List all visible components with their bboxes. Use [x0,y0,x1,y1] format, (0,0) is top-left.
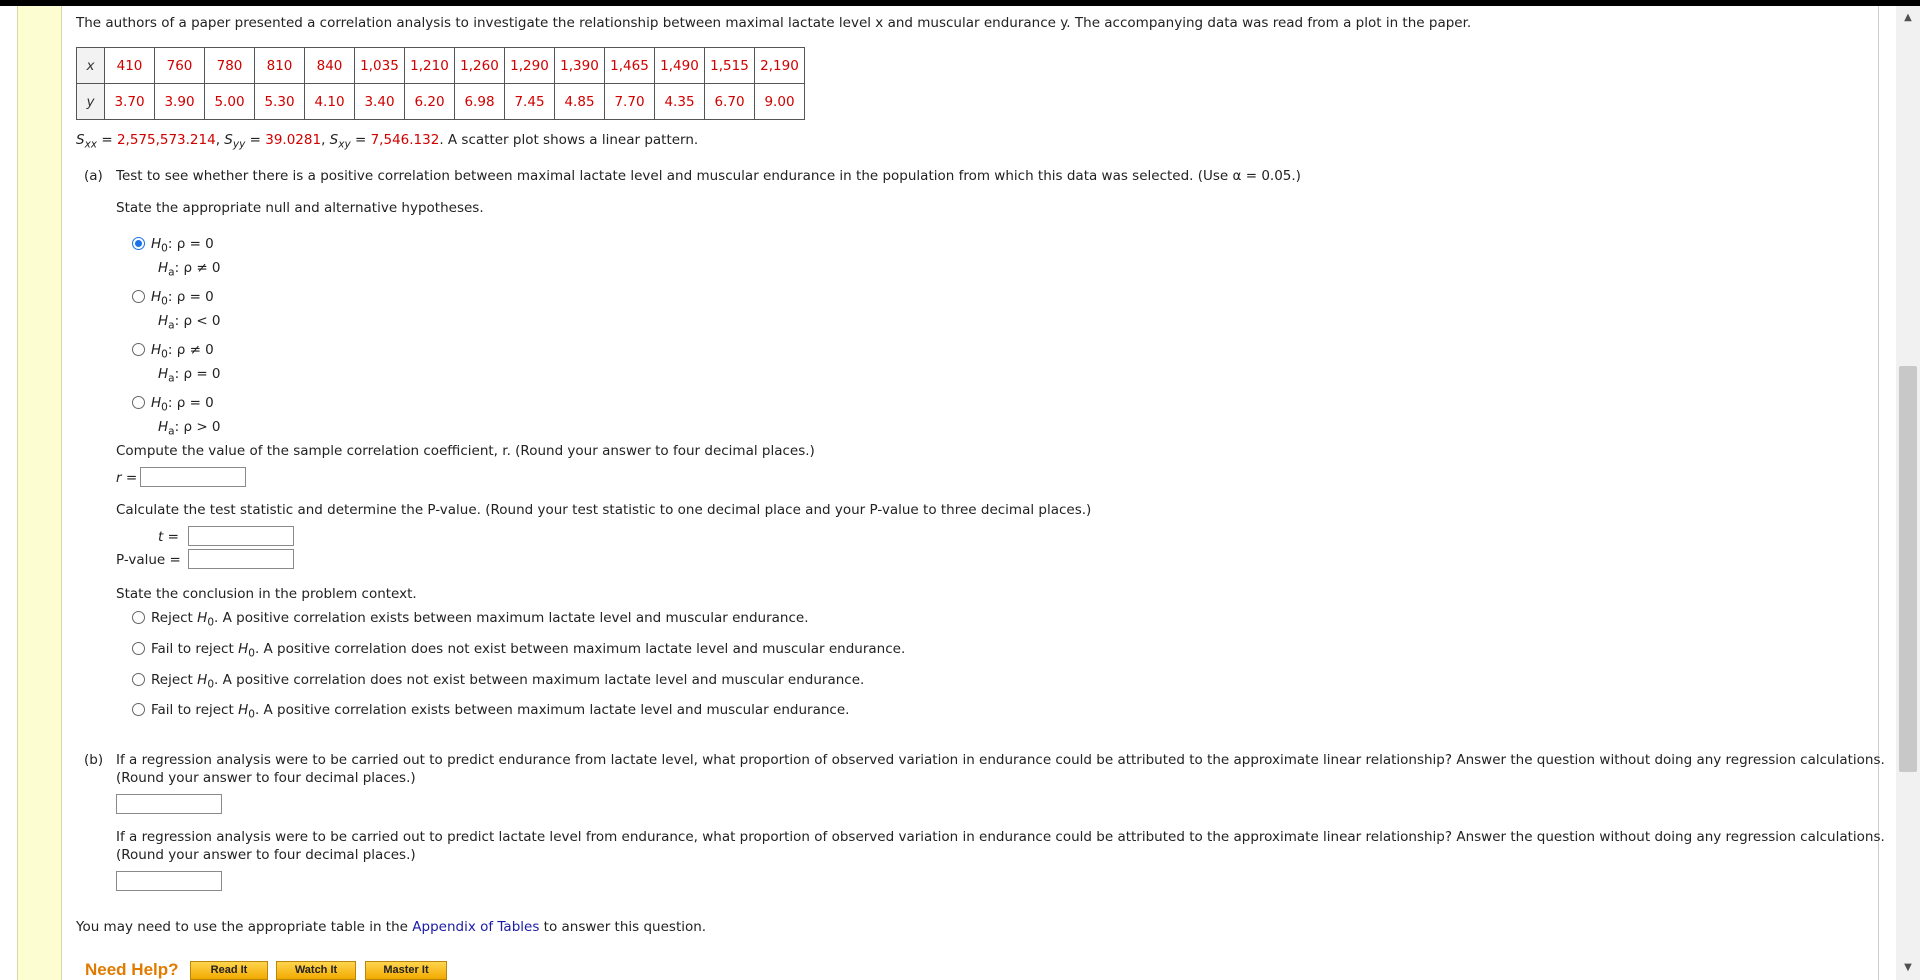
radio-button[interactable] [132,673,145,686]
need-help-label: Need Help? [85,960,179,979]
p-value-input[interactable] [188,549,294,569]
hypothesis-alt-line: $H_a$: ρ = 0 [158,365,221,385]
alternative-hypothesis: ρ > 0 [183,418,221,435]
null-hypothesis: ρ = 0 [176,289,214,305]
table-cell-x: 1,465 [605,48,655,84]
table-cell-x: 2,190 [755,48,805,84]
null-hypothesis: ρ ≠ 0 [176,342,214,358]
appendix-note-post: to answer this question. [543,919,707,935]
table-cell-y: 6.70 [705,84,755,120]
table-cell-x: 1,210 [405,48,455,84]
appendix-link[interactable]: Appendix of Tables [412,919,540,935]
table-cell-y: 4.10 [305,84,355,120]
sxx-value: 2,575,573.214 [116,132,216,148]
conclusion-option[interactable]: Reject $H_0$. A positive correlation does not exist between maximum lactate level and muscular endurance. [132,672,864,691]
left-margin [0,6,17,980]
conclusion-lead: Reject [151,672,193,688]
part-a-question: Test to see whether there is a positive correlation between maximal lactate level and muscular endurance in the population from which this data was selected. (Use α = 0.05.) [116,168,1301,184]
table-cell-x: 1,290 [505,48,555,84]
conclusion-text: . A positive correlation does not exist between maximum lactate level and muscular endurance. [254,641,906,657]
table-cell-y: 6.20 [405,84,455,120]
hypothesis-null-line: $H_0$: ρ = 0 [132,236,221,255]
sxy-value: 7,546.132 [370,132,440,148]
master-it-button[interactable]: Master It [365,961,447,980]
radio-button[interactable] [132,343,145,356]
data-table [76,47,805,120]
part-b-q1-line1: If a regression analysis were to be carried out to predict endurance from lactate level, what proportion of observed variation in endurance could be attributed to the approximate linear relationship? Answer the question without doing any regression calculations. [116,752,1885,768]
table-cell-y: 5.30 [255,84,305,120]
summary-statistics: $S_{xx} = 2,575,573.214$, $S_{yy} = 39.0281$, $S_{xy} = 7,546.132$. A scatter plot shows a linear pattern. [76,132,699,151]
appendix-note [76,919,706,935]
scatter-note: A scatter plot shows a linear pattern. [447,132,699,148]
conclusion-text: . A positive correlation exists between maximum lactate level and muscular endurance. [254,702,850,718]
conclusion-text: . A positive correlation does not exist between maximum lactate level and muscular endurance. [214,672,865,688]
alternative-hypothesis: ρ ≠ 0 [183,259,221,276]
appendix-note-pre: You may need to use the appropriate table in the [76,919,408,935]
hypotheses-prompt: State the appropriate null and alternative hypotheses. [116,200,484,216]
part-b-q2-line2: (Round your answer to four decimal places.) [116,847,416,863]
part-b-label: (b) [84,752,104,768]
table-row-y [77,84,805,120]
x-header: x [77,48,105,84]
scroll-thumb[interactable] [1899,366,1917,772]
hypothesis-alt-line: $H_a$: ρ ≠ 0 [158,259,221,279]
table-cell-y: 7.70 [605,84,655,120]
table-cell-y: 3.40 [355,84,405,120]
hypothesis-option[interactable] [132,289,221,331]
table-cell-x: 1,490 [655,48,705,84]
table-cell-x: 810 [255,48,305,84]
table-cell-x: 760 [155,48,205,84]
table-cell-y: 5.00 [205,84,255,120]
radio-button[interactable] [132,237,145,250]
y-header: y [77,84,105,120]
conclusion-text: . A positive correlation exists between maximum lactate level and muscular endurance. [214,610,809,626]
table-cell-y: 7.45 [505,84,555,120]
radio-button[interactable] [132,642,145,655]
table-cell-x: 1,515 [705,48,755,84]
conclusion-option[interactable]: Fail to reject $H_0$. A positive correlation does not exist between maximum lactate level and muscular endurance. [132,641,905,660]
conclusion-lead: Fail to reject [151,702,234,718]
part-b-q2-line1: If a regression analysis were to be carried out to predict lactate level from endurance, what proportion of observed variation in endurance could be attributed to the approximate linear relationship? Answer the question without doing any regression calculations. [116,829,1885,845]
top-border [0,0,1920,6]
hypothesis-option[interactable] [132,342,221,384]
conclusion-option[interactable]: Fail to reject $H_0$. A positive correlation exists between maximum lactate level and muscular endurance. [132,702,849,721]
table-cell-x: 1,390 [555,48,605,84]
table-cell-x: 410 [105,48,155,84]
hypothesis-alt-line: $H_a$: ρ > 0 [158,418,221,438]
hypothesis-null-line: $H_0$: ρ = 0 [132,289,221,308]
conclusion-option[interactable]: Reject $H_0$. A positive correlation exists between maximum lactate level and muscular endurance. [132,610,809,629]
hypothesis-option[interactable] [132,395,221,437]
scroll-up-arrow-icon[interactable]: ▲ [1904,12,1912,23]
hypothesis-option[interactable] [132,236,221,278]
alternative-hypothesis: ρ = 0 [183,365,221,382]
radio-button[interactable] [132,290,145,303]
r-prompt [116,443,815,459]
syy-value: 39.0281 [265,132,322,148]
conclusion-lead: Reject [151,610,193,626]
table-row-x [77,48,805,84]
table-cell-y: 6.98 [455,84,505,120]
part-b-answer1-input[interactable] [116,794,222,814]
table-cell-y: 4.35 [655,84,705,120]
t-label: t = [158,529,179,545]
table-cell-y: 3.70 [105,84,155,120]
radio-button[interactable] [132,703,145,716]
conclusion-prompt: State the conclusion in the problem context. [116,586,417,602]
t-input[interactable] [188,526,294,546]
watch-it-button[interactable]: Watch It [276,961,356,980]
table-cell-x: 1,035 [355,48,405,84]
radio-button[interactable] [132,396,145,409]
table-cell-y: 3.90 [155,84,205,120]
null-hypothesis: ρ = 0 [176,395,214,411]
alternative-hypothesis: ρ < 0 [183,312,221,329]
part-b-answer2-input[interactable] [116,871,222,891]
question-number-strip [17,6,62,980]
conclusion-lead: Fail to reject [151,641,234,657]
p-value-label: P-value = [116,552,181,568]
r-input[interactable] [140,467,246,487]
read-it-button[interactable]: Read It [190,961,268,980]
hypothesis-alt-line: $H_a$: ρ < 0 [158,312,221,332]
part-b-q1-line2: (Round your answer to four decimal places.) [116,770,416,786]
table-cell-x: 780 [205,48,255,84]
table-cell-y: 9.00 [755,84,805,120]
vertical-scrollbar[interactable] [1896,6,1920,980]
table-cell-x: 1,260 [455,48,505,84]
table-cell-x: 840 [305,48,355,84]
part-a-label: (a) [84,168,103,184]
radio-button[interactable] [132,611,145,624]
table-cell-y: 4.85 [555,84,605,120]
t-prompt: Calculate the test statistic and determine the P-value. (Round your test statistic to one decimal place and your P-value to three decimal places.) [116,502,1092,518]
intro-text: The authors of a paper presented a correlation analysis to investigate the relationship between maximal lactate level x and muscular endurance y. The accompanying data was read from a plot in the paper. [76,15,1472,31]
r-prompt-text: Compute the value of the sample correlation coefficient, r. (Round your answer to four decimal places.) [116,443,815,459]
r-label: r = [116,470,138,486]
null-hypothesis: ρ = 0 [176,236,214,252]
scroll-down-arrow-icon[interactable]: ▼ [1904,962,1912,973]
hypothesis-null-line: $H_0$: ρ ≠ 0 [132,342,221,361]
hypothesis-null-line: $H_0$: ρ = 0 [132,395,221,414]
